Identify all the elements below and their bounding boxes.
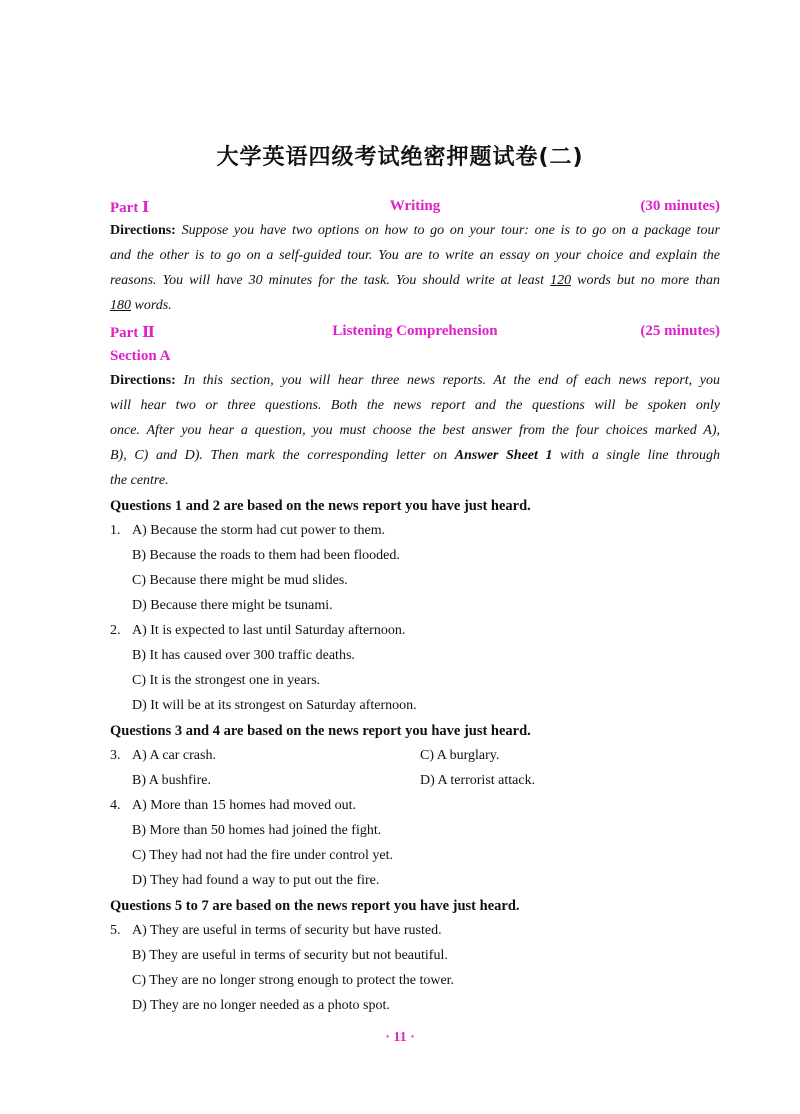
part2-header	[110, 323, 720, 342]
part1-time: (30 minutes)	[640, 198, 720, 214]
option-c: C) A burglary.	[420, 748, 500, 763]
question-1	[110, 523, 720, 539]
option-b: B) It has caused over 300 traffic deaths.	[132, 648, 355, 663]
directions-text: words.	[134, 298, 172, 313]
option-d: D) They had found a way to put out the fire.	[132, 873, 380, 888]
part1-directions-line4	[110, 298, 720, 314]
section-a-heading: Section A	[110, 348, 171, 364]
option-d: D) A terrorist attack.	[420, 773, 536, 788]
part2-label: Part Ⅱ	[110, 325, 155, 341]
part2-name: Listening Comprehension	[332, 323, 498, 339]
question-number: 3.	[110, 748, 121, 763]
option-c: C) Because there might be mud slides.	[132, 573, 348, 588]
part1-directions-line1	[110, 223, 720, 239]
directions-text: words but no more than	[577, 273, 721, 288]
option-d: D) It will be at its strongest on Saturday afternoon.	[132, 698, 417, 713]
directions-label: Directions:	[110, 373, 176, 388]
question-4	[110, 798, 720, 814]
question-3-row2	[132, 773, 742, 789]
part1-header	[110, 198, 720, 217]
option-a: A) A car crash.	[132, 748, 216, 763]
option-d: D) They are no longer needed as a photo spot.	[132, 998, 390, 1013]
part1-directions-line2: and the other is to go on a self-guided tour. You are to write an essay on your choice and explain the	[110, 248, 720, 263]
question-group-heading: Questions 3 and 4 are based on the news report you have just heard.	[110, 723, 531, 739]
question-number: 5.	[110, 923, 121, 938]
part2-directions-line5: the centre.	[110, 473, 169, 488]
part1-directions-line3	[110, 273, 720, 289]
max-words: 180	[110, 298, 131, 313]
question-number: 2.	[110, 623, 121, 638]
question-2	[110, 623, 720, 639]
answer-sheet-ref: Answer Sheet 1	[454, 448, 553, 463]
question-group-heading: Questions 1 and 2 are based on the news report you have just heard.	[110, 498, 531, 514]
part2-directions-line4	[110, 448, 720, 464]
part2-time: (25 minutes)	[640, 323, 720, 339]
directions-text: In this section, you will hear three news reports. At the end of each news report, you	[183, 373, 721, 388]
option-c: C) It is the strongest one in years.	[132, 673, 321, 688]
question-5	[110, 923, 720, 939]
option-b: B) More than 50 homes had joined the fight.	[132, 823, 382, 838]
question-number: 4.	[110, 798, 121, 813]
option-a: A) They are useful in terms of security but have rusted.	[132, 923, 442, 938]
option-b: B) They are useful in terms of security but not beautiful.	[132, 948, 448, 963]
directions-text: Suppose you have two options on how to go on your tour: one is to go on a package tour	[181, 223, 721, 238]
directions-text: B), C) and D). Then mark the corresponding letter on	[110, 448, 448, 463]
directions-text: reasons. You will have 30 minutes for the task. You should write at least	[110, 273, 545, 288]
question-number: 1.	[110, 523, 121, 538]
directions-label: Directions:	[110, 223, 176, 238]
option-c: C) They had not had the fire under control yet.	[132, 848, 393, 863]
part2-directions-line1	[110, 373, 720, 389]
part1-name: Writing	[389, 198, 441, 214]
option-b: B) Because the roads to them had been flooded.	[132, 548, 400, 563]
page-number: · 11 ·	[385, 1030, 415, 1045]
page-title: 大学英语四级考试绝密押题试卷(二)	[216, 145, 584, 170]
option-a: A) More than 15 homes had moved out.	[132, 798, 356, 813]
option-c: C) They are no longer strong enough to protect the tower.	[132, 973, 455, 988]
option-a: A) Because the storm had cut power to them.	[132, 523, 386, 538]
option-d: D) Because there might be tsunami.	[132, 598, 333, 613]
directions-text: with a single line through	[560, 448, 721, 463]
part1-label: Part Ⅰ	[110, 200, 150, 216]
question-3	[110, 748, 720, 764]
question-group-heading: Questions 5 to 7 are based on the news report you have just heard.	[110, 898, 520, 914]
option-b: B) A bushfire.	[132, 773, 211, 788]
part2-directions-line3: once. After you hear a question, you must choose the best answer from the four choices marked A),	[110, 423, 720, 438]
min-words: 120	[550, 273, 572, 288]
part2-directions-line2: will hear two or three questions. Both the news report and the questions will be spoken only	[110, 398, 720, 413]
option-a: A) It is expected to last until Saturday afternoon.	[132, 623, 406, 638]
